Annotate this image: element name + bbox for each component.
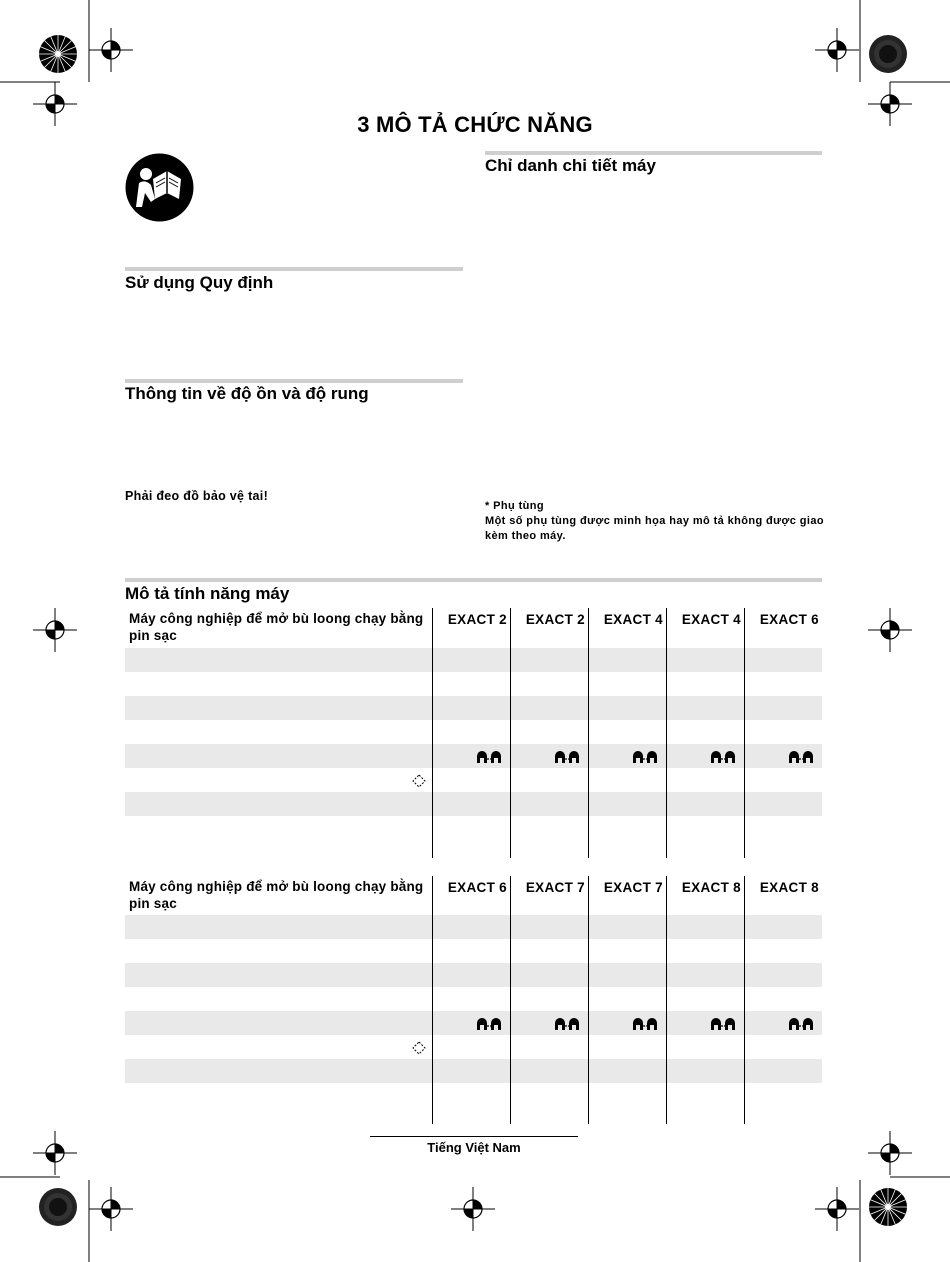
ear-protection-icon [708, 749, 738, 765]
table-2-col-1: EXACT 6 [447, 880, 507, 895]
table-2-col-4: EXACT 8 [681, 880, 741, 895]
column-divider [510, 876, 511, 1124]
page-title: 3 MÔ TẢ CHỨC NĂNG [357, 112, 593, 137]
table-2-col-3: EXACT 7 [603, 880, 663, 895]
table-row [125, 1059, 822, 1083]
table-row [125, 915, 822, 939]
ear-protection-icon [552, 1016, 582, 1032]
tech-data-rule [125, 578, 822, 582]
ear-protection-icon [786, 1016, 816, 1032]
column-divider [432, 876, 433, 1124]
table-1-label: Máy công nghiệp để mở bù loong chạy bằng pin sạc [129, 611, 424, 643]
ear-protection-icon [708, 1016, 738, 1032]
ear-protection-icon [786, 749, 816, 765]
read-manual-icon [125, 153, 194, 222]
column-divider [588, 608, 589, 858]
table-2-label: Máy công nghiệp để mở bù loong chạy bằng pin sạc [129, 879, 424, 911]
column-divider [744, 608, 745, 858]
column-divider [666, 876, 667, 1124]
noise-heading: Thông tin về độ ồn và độ rung [125, 384, 369, 403]
intended-use-heading: Sử dụng Quy định [125, 273, 274, 292]
direction-diamond-icon [412, 1041, 426, 1055]
table-row [125, 696, 822, 720]
footer-language: Tiếng Việt Nam [427, 1140, 521, 1155]
ear-protection-icon [474, 1016, 504, 1032]
table-1-col-5: EXACT 6 [759, 612, 819, 627]
ear-protection-icon [630, 749, 660, 765]
table-1-col-3: EXACT 4 [603, 612, 663, 627]
accessory-note-body: Một số phụ tùng được minh họa hay mô tả không được giao kèm theo máy. [485, 515, 824, 542]
components-rule [485, 151, 822, 155]
direction-diamond-icon [412, 774, 426, 788]
table-1-col-2: EXACT 2 [525, 612, 585, 627]
ear-protection-icon [474, 749, 504, 765]
table-row [125, 648, 822, 672]
noise-rule [125, 379, 463, 383]
table-1-col-1: EXACT 2 [447, 612, 507, 627]
ear-protection-icon [630, 1016, 660, 1032]
ear-protection-icon [552, 749, 582, 765]
column-divider [432, 608, 433, 858]
ear-protection-warning: Phải đeo đồ bảo vệ tai! [125, 489, 269, 503]
table-row [125, 963, 822, 987]
footer-rule [370, 1136, 578, 1137]
table-row [125, 792, 822, 816]
table-2-col-2: EXACT 7 [525, 880, 585, 895]
column-divider [510, 608, 511, 858]
components-heading: Chỉ danh chi tiết máy [485, 156, 656, 175]
column-divider [588, 876, 589, 1124]
intended-use-rule [125, 267, 463, 271]
table-1-col-4: EXACT 4 [681, 612, 741, 627]
accessory-note-title: * Phụ tùng [485, 500, 544, 512]
table-2-col-5: EXACT 8 [759, 880, 819, 895]
column-divider [666, 608, 667, 858]
tech-data-heading: Mô tả tính năng máy [125, 584, 290, 603]
column-divider [744, 876, 745, 1124]
tech-table-1 [125, 608, 822, 858]
tech-table-2 [125, 876, 822, 1124]
